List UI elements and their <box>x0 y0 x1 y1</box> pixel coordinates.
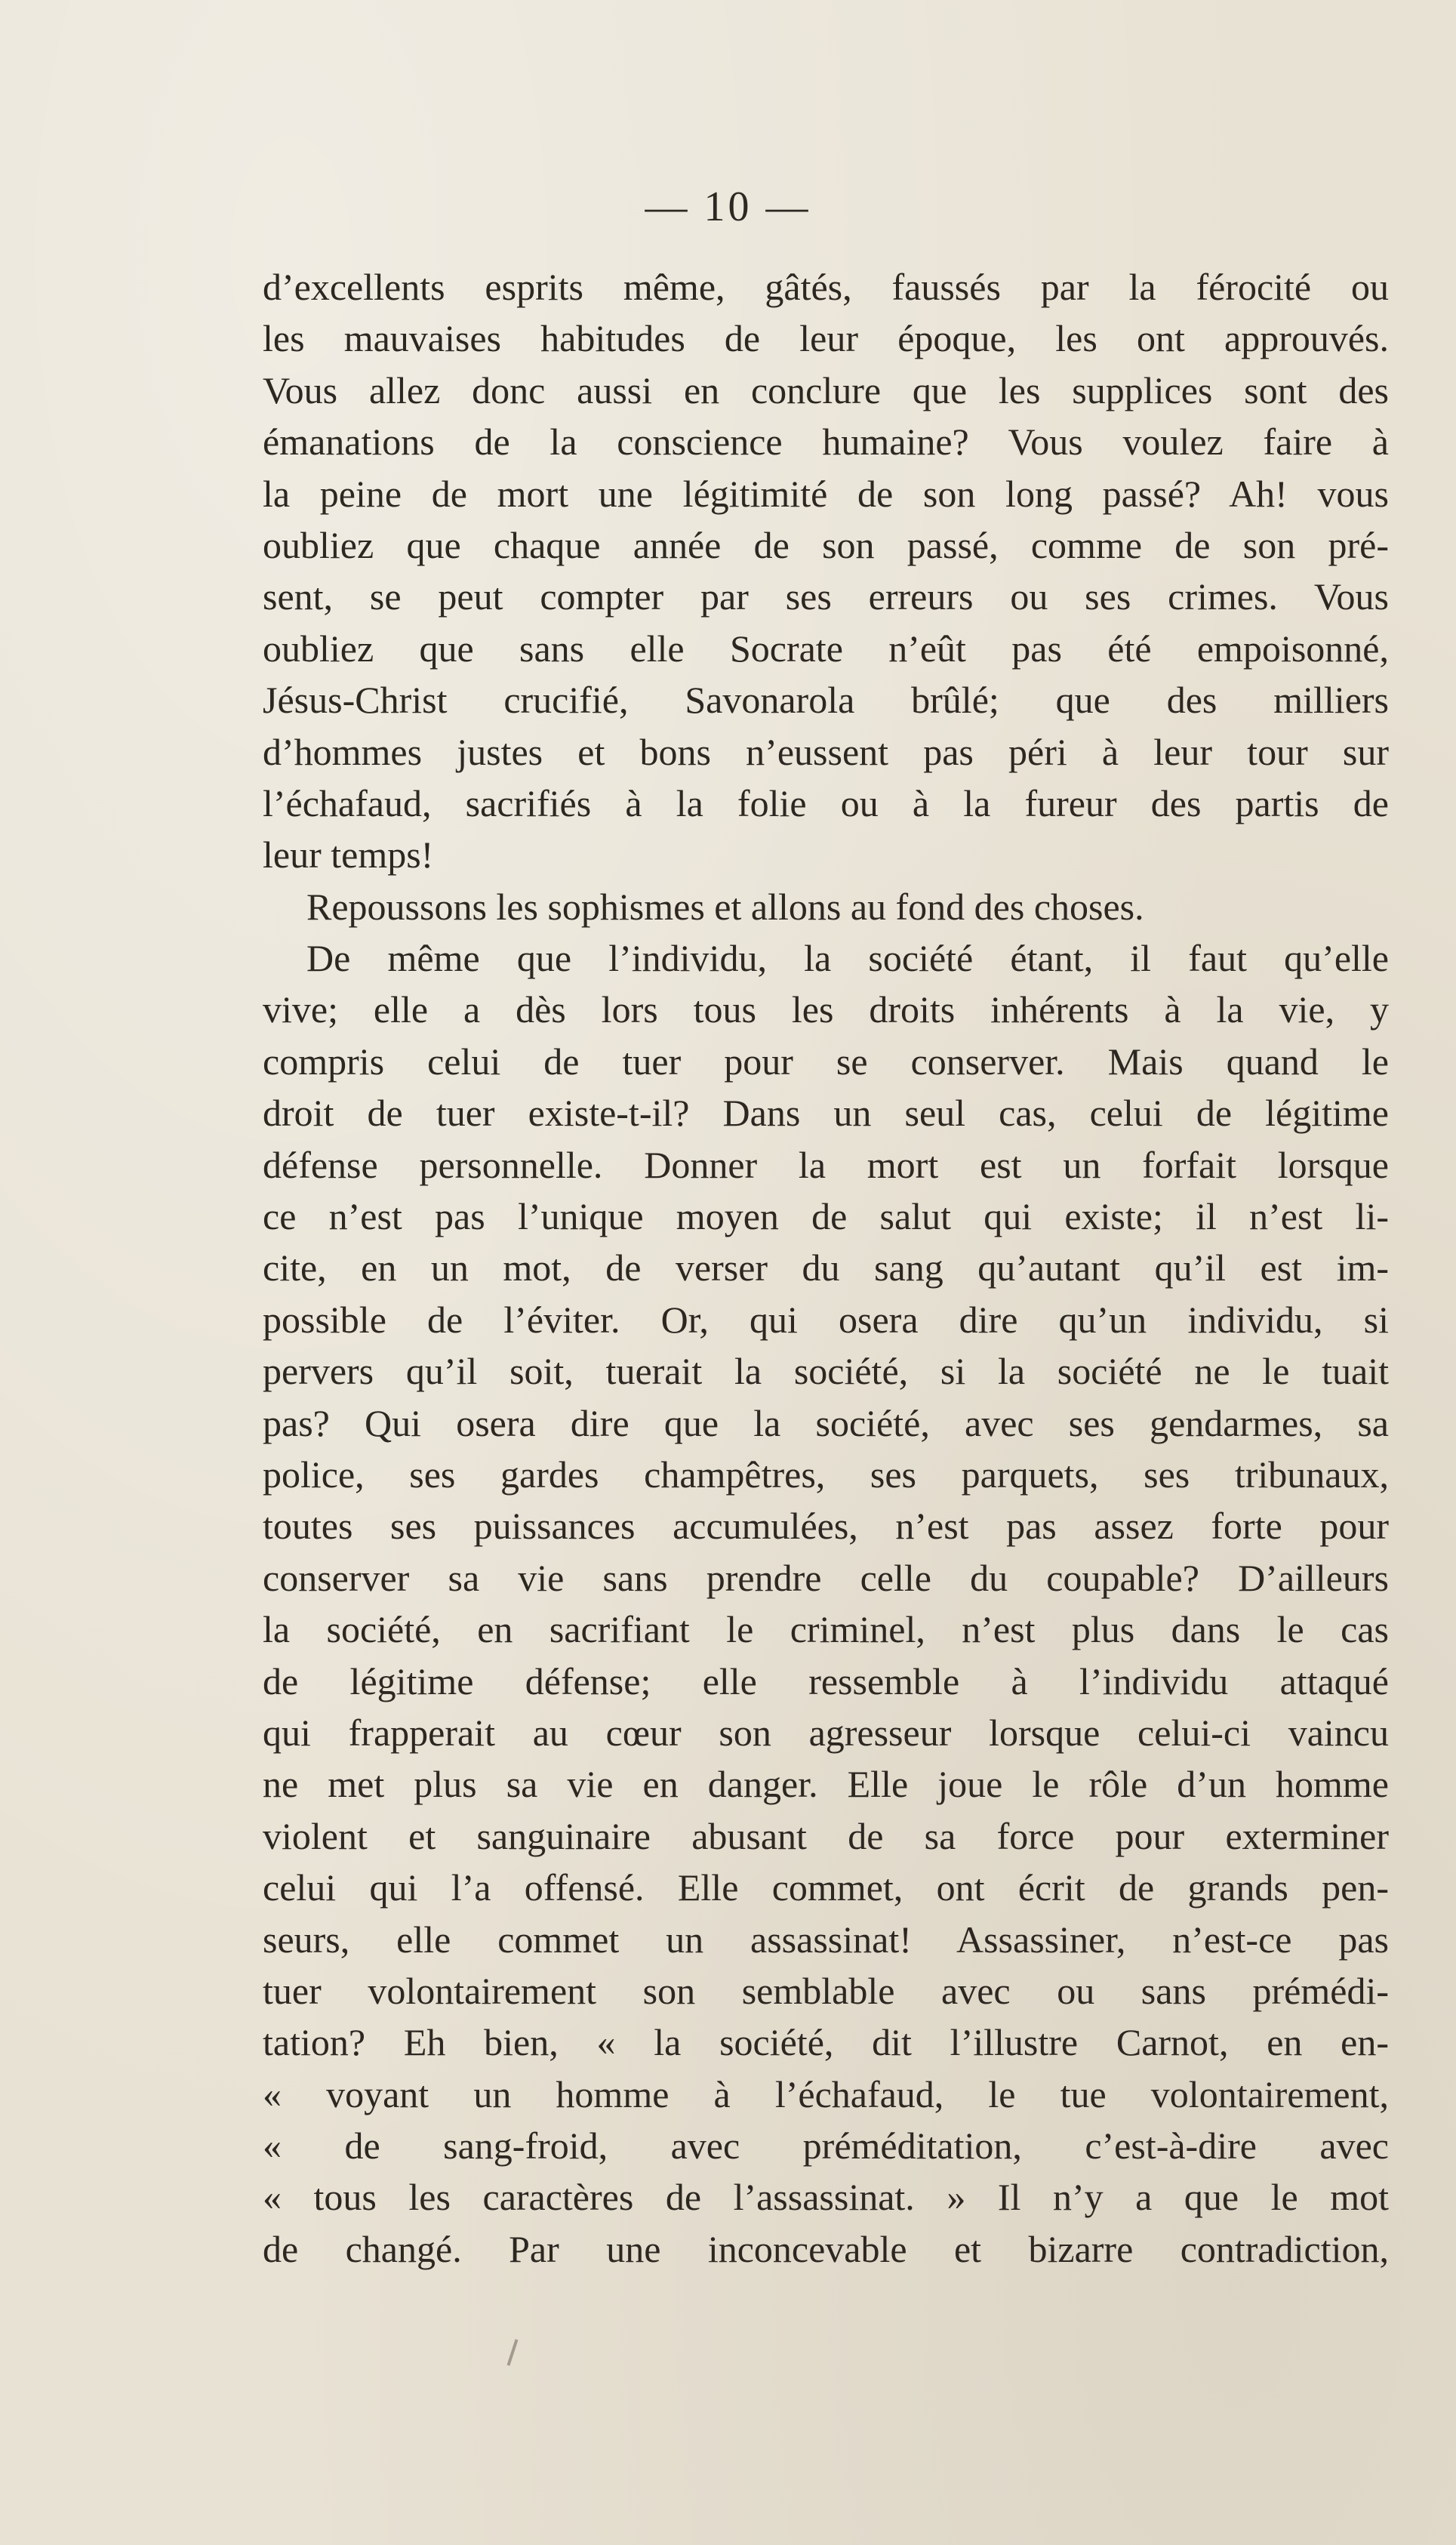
text-line: leur temps! <box>263 833 434 877</box>
text-line: sent, se peut compter par ses erreurs ou ses crimes. Vous <box>263 575 1389 618</box>
text-line: de légitime défense; elle ressemble à l’individu attaqué <box>263 1659 1389 1702</box>
text-line: toutes ses puissances accumulées, n’est pas assez forte pour <box>263 1505 1389 1548</box>
text-line: Jésus-Christ crucifié, Savonarola brûlé; que des milliers <box>263 679 1389 722</box>
text-line: la peine de mort une légitimité de son long passé? Ah! vous <box>263 472 1389 515</box>
text-line: oubliez que chaque année de son passé, comme de son pré- <box>263 523 1389 566</box>
text-line: tuer volontairement son semblable avec ou sans prémédi- <box>263 1969 1389 2012</box>
text-line: défense personnelle. Donner la mort est un forfait lorsque <box>263 1143 1389 1186</box>
body-text <box>263 261 1389 2275</box>
text-line: émanations de la conscience humaine? Vous voulez faire à <box>263 421 1389 464</box>
text-line: Vous allez donc aussi en conclure que les supplices sont des <box>263 368 1389 411</box>
text-line: d’excellents esprits même, gâtés, faussés par la férocité ou <box>263 266 1389 308</box>
text-line: possible de l’éviter. Or, qui osera dire qu’un individu, si <box>263 1298 1389 1341</box>
text-line: tation? Eh bien, « la société, dit l’illustre Carnot, en en- <box>263 2021 1389 2064</box>
text-line: l’échafaud, sacrifiés à la folie ou à la fureur des partis de <box>263 781 1389 824</box>
text-line: « voyant un homme à l’échafaud, le tue volontairement, <box>263 2072 1389 2115</box>
text-line: Repoussons les sophismes et allons au fond des choses. <box>306 885 1144 928</box>
text-line: police, ses gardes champêtres, ses parquets, ses tribunaux, <box>263 1453 1389 1496</box>
text-line: violent et sanguinaire abusant de sa force pour exterminer <box>263 1814 1389 1857</box>
text-line: droit de tuer existe-t-il? Dans un seul cas, celui de légitime <box>263 1092 1389 1135</box>
text-line: pas? Qui osera dire que la société, avec ses gendarmes, sa <box>263 1401 1389 1444</box>
text-line: De même que l’individu, la société étant, il faut qu’elle <box>306 937 1389 980</box>
text-line: conserver sa vie sans prendre celle du coupable? D’ailleurs <box>263 1556 1389 1599</box>
text-line: les mauvaises habitudes de leur époque, les ont approuvés. <box>263 317 1389 360</box>
text-line: seurs, elle commet un assassinat! Assassiner, n’est-ce pas <box>263 1918 1389 1961</box>
text-line: ce n’est pas l’unique moyen de salut qui existe; il n’est li- <box>263 1195 1389 1238</box>
text-line: d’hommes justes et bons n’eussent pas péri à leur tour sur <box>263 730 1389 773</box>
text-line: pervers qu’il soit, tuerait la société, si la société ne le tuait <box>263 1350 1389 1393</box>
page-number: — 10 — <box>645 183 811 230</box>
text-line: oubliez que sans elle Socrate n’eût pas été empoisonné, <box>263 627 1389 670</box>
text-line: qui frapperait au cœur son agresseur lorsque celui-ci vaincu <box>263 1711 1389 1754</box>
text-line: « de sang-froid, avec préméditation, c’est-à-dire avec <box>263 2124 1389 2168</box>
text-line: de changé. Par une inconcevable et bizarre contradiction, <box>263 2227 1389 2270</box>
text-line: cite, en un mot, de verser du sang qu’autant qu’il est im- <box>263 1246 1389 1289</box>
text-line: vive; elle a dès lors tous les droits inhérents à la vie, y <box>263 988 1389 1031</box>
text-line: « tous les caractères de l’assassinat. » Il n’y a que le mot <box>263 2176 1389 2219</box>
text-line: celui qui l’a offensé. Elle commet, ont écrit de grands pen- <box>263 1866 1389 1909</box>
ink-mark <box>507 2339 519 2365</box>
text-line: ne met plus sa vie en danger. Elle joue le rôle d’un homme <box>263 1763 1389 1806</box>
text-line: la société, en sacrifiant le criminel, n’est plus dans le cas <box>263 1608 1389 1651</box>
text-line: compris celui de tuer pour se conserver. Mais quand le <box>263 1040 1389 1083</box>
